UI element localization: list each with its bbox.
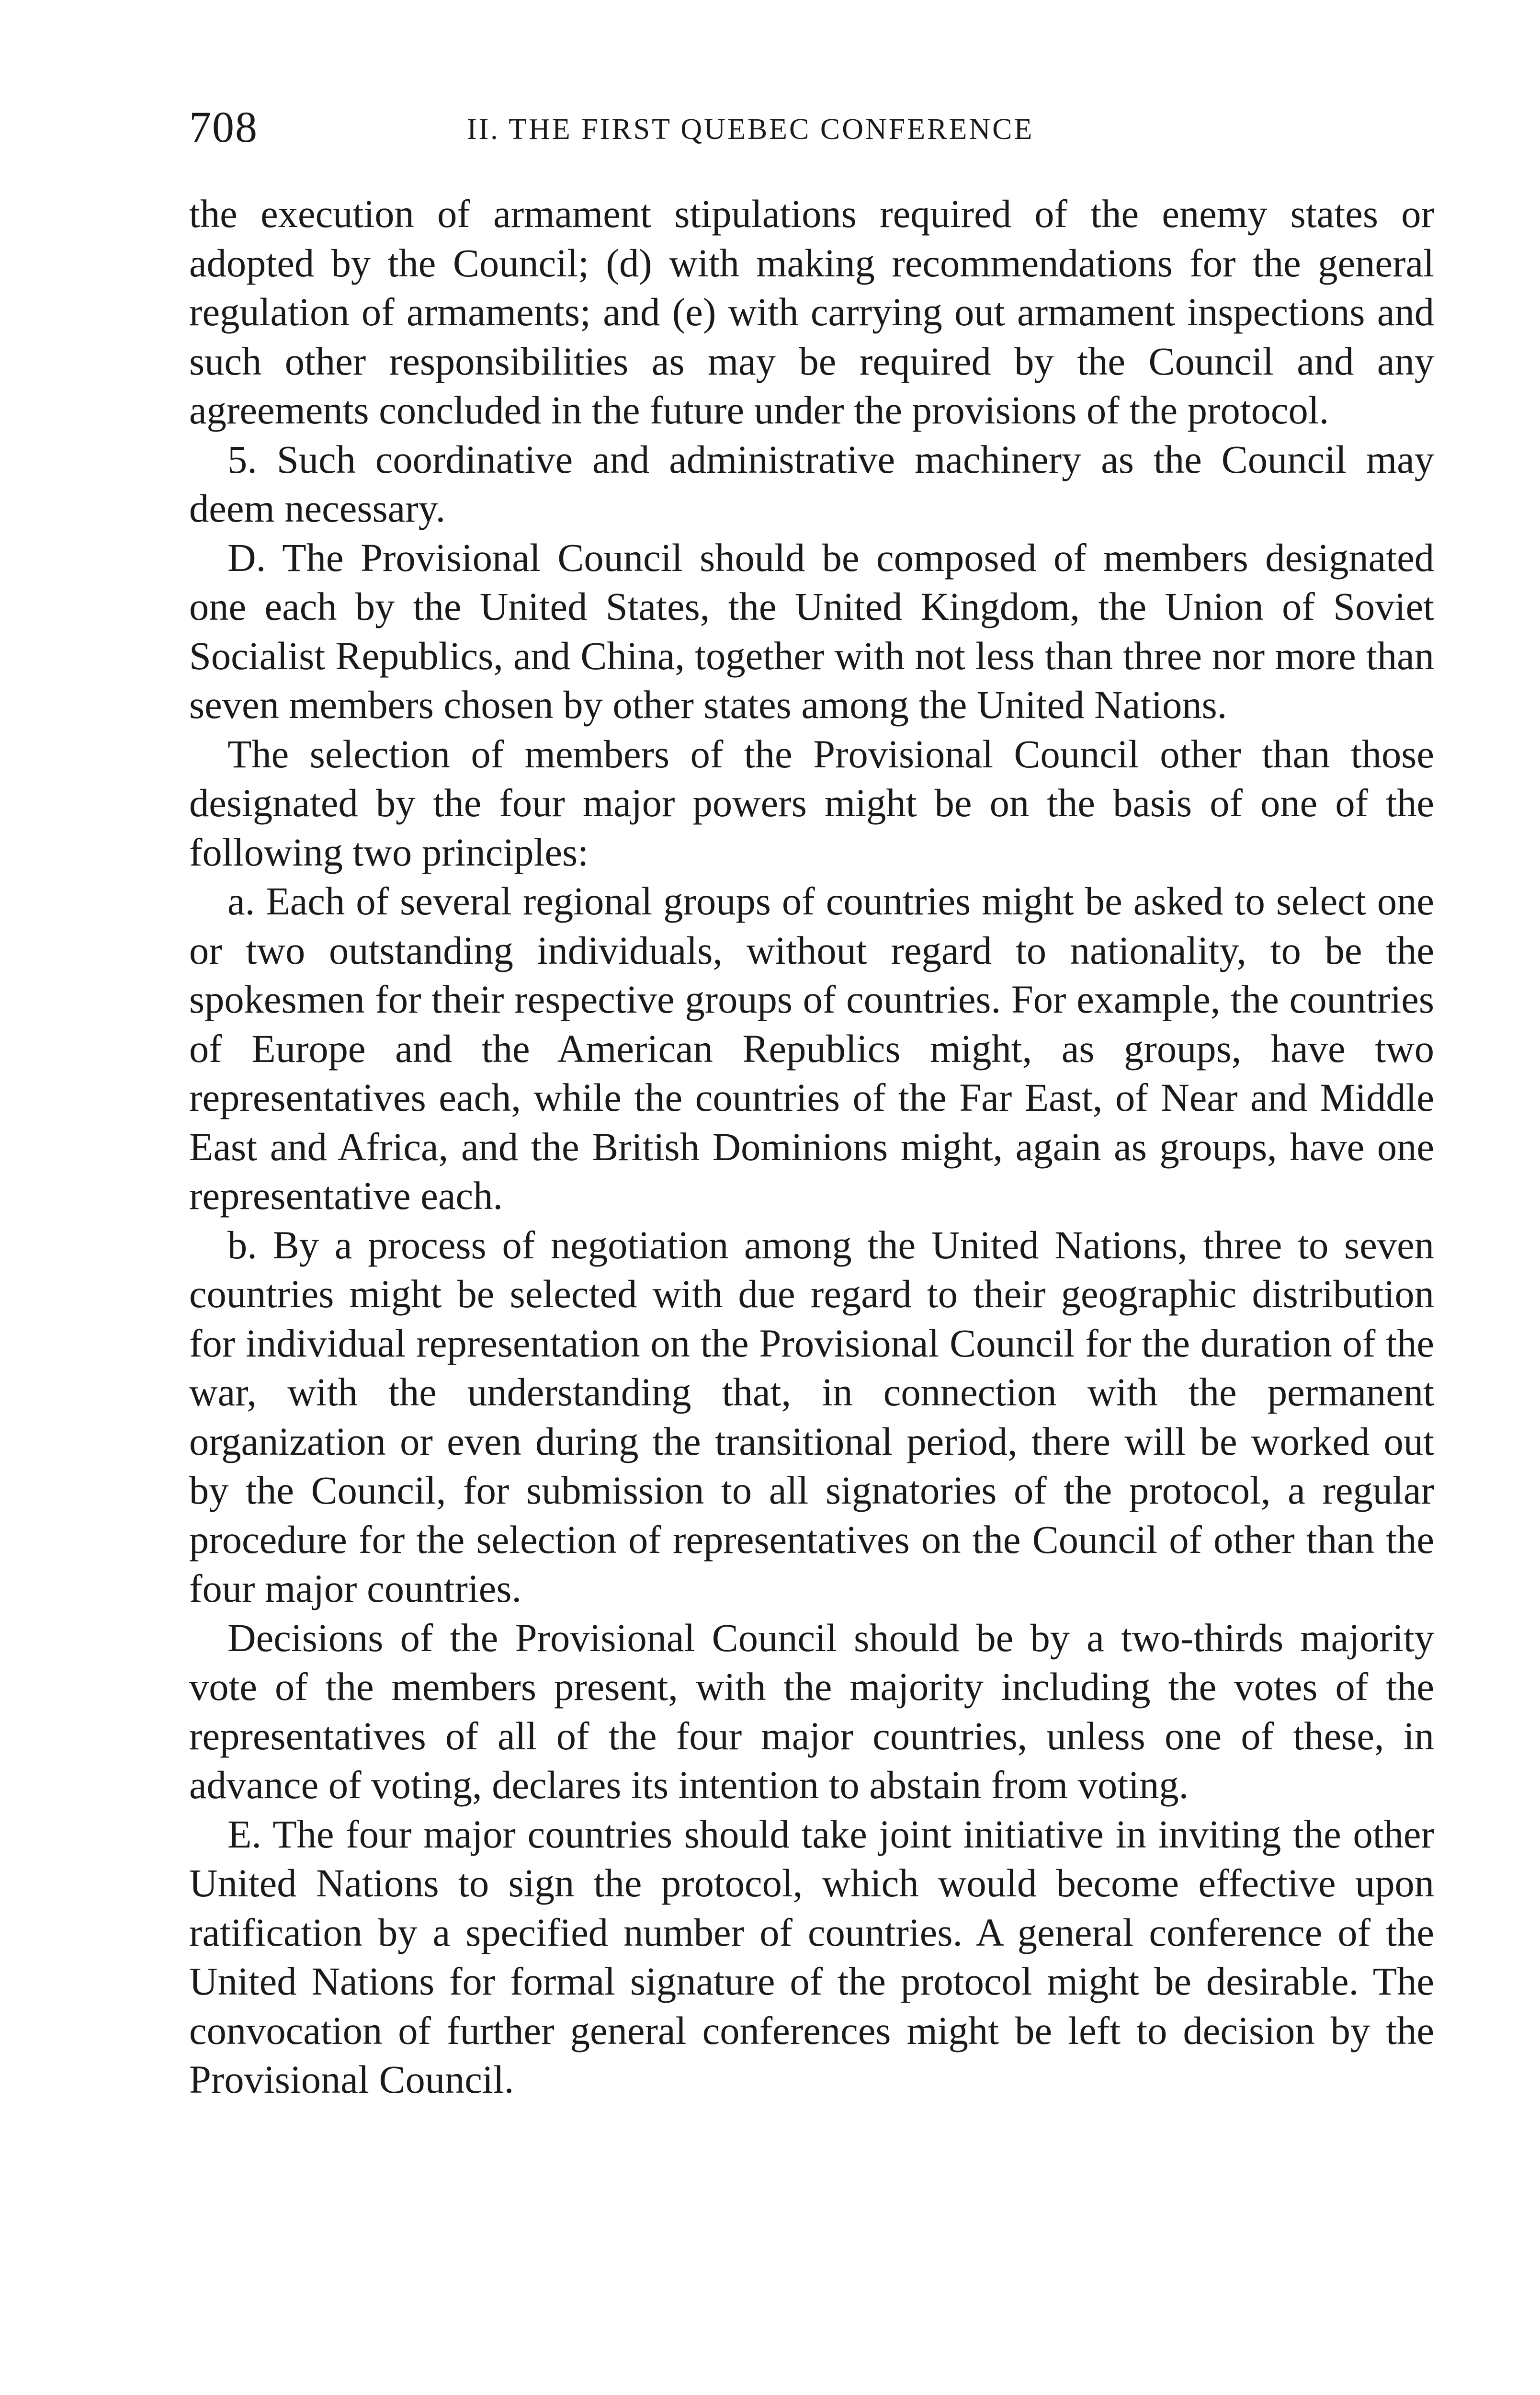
paragraph-principle-a: a. Each of several regional groups of countries might be asked to select one or two outstanding individuals, without regard to nationality, to be the spokesmen for their respective groups of countries. For example, the countries of Europe and the American Republics might, as groups, have two representatives each, while the countries of the Far East, of Near and Middle East and Africa, and the British Dominions might, again as groups, have one representative each. (189, 879, 1434, 1218)
paragraph-selection-principles: The selection of members of the Provisional Council other than those designated by the four major powers might be on the basis of one of the following two principles: (189, 731, 1434, 874)
running-head: II. THE FIRST QUEBEC CONFERENCE (467, 113, 1034, 146)
page-number: 708 (189, 103, 258, 151)
paragraph-item-5: 5. Such coordinative and administrative machinery as the Council may deem necessary. (189, 437, 1434, 530)
paragraph-decisions: Decisions of the Provisional Council should be by a two-thirds majority vote of the members present, with the majority including the votes of the representatives of all of the four major countries, unless one of these, in advance of voting, declares its intention to abstain from voting. (189, 1615, 1434, 1807)
body-text (189, 189, 1434, 2104)
paragraph-continuation: the execution of armament stipulations required of the enemy states or adopted by the Council; (d) with making recommendations for the general regulation of armaments; and (e) with carrying out armament inspections and such other responsibilities as may be required by the Council and any agreements concluded in the future under the provisions of the protocol. (189, 192, 1434, 432)
paragraph-principle-b: b. By a process of negotiation among the United Nations, three to seven countries might be selected with due regard to their geographic distribution for individual representation on the Provisional Council for the duration of the war, with the understanding that, in connection with the permanent organization or even during the transitional period, there will be worked out by the Council, for submission to all signatories of the protocol, a regular procedure for the selection of representatives on the Council of other than the four major countries. (189, 1222, 1434, 1610)
page-header (189, 101, 1434, 153)
paragraph-section-e: E. The four major countries should take joint initiative in inviting the other United Nations to sign the protocol, which would become effective upon ratification by a specified number of countries. A general conference of the United Nations for formal signature of the protocol might be desirable. The convocation of further general conferences might be left to decision by the Provisional Council. (189, 1812, 1434, 2101)
paragraph-section-d: D. The Provisional Council should be composed of members designated one each by the United States, the United Kingdom, the Union of Soviet Socialist Republics, and China, together with not less than three nor more than seven members chosen by other states among the United Nations. (189, 535, 1434, 727)
